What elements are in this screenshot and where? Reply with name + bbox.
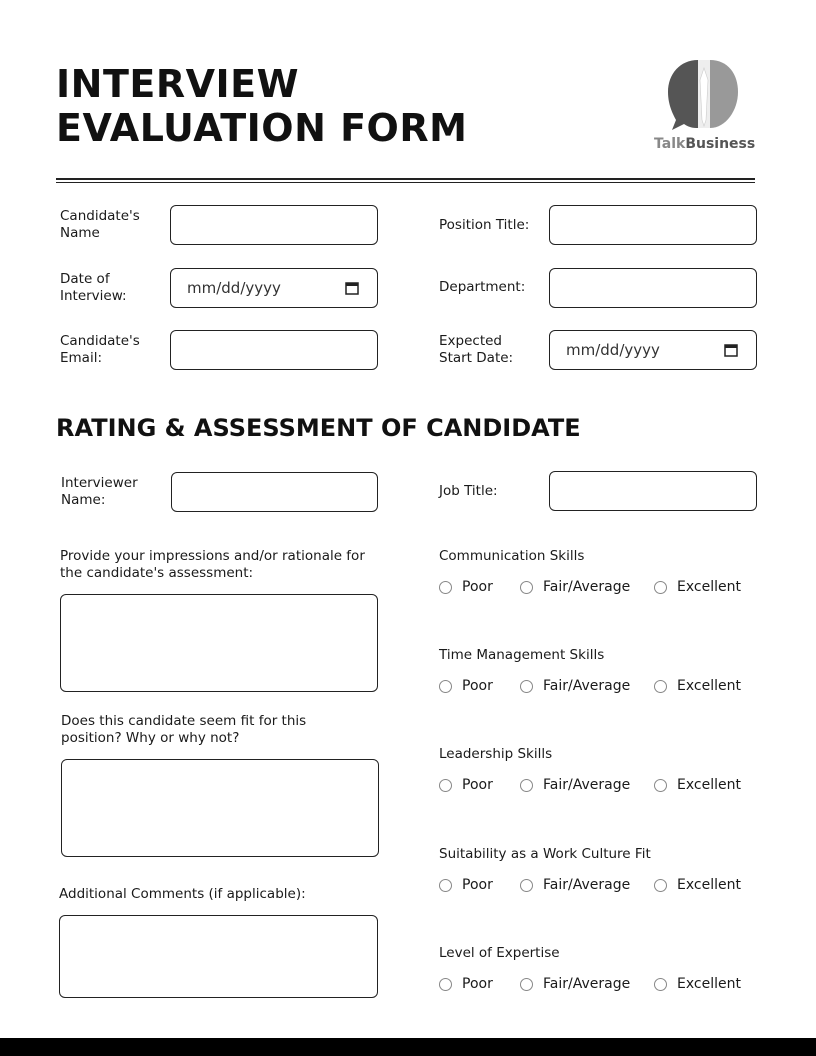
rating-option-label: Excellent: [677, 976, 741, 992]
radio-button[interactable]: [654, 879, 667, 892]
candidate-name-input[interactable]: [170, 205, 378, 245]
rating-option-fair-average[interactable]: [520, 976, 630, 992]
rating-option-label: Poor: [462, 877, 493, 893]
radio-button[interactable]: [520, 680, 533, 693]
radio-button[interactable]: [520, 978, 533, 991]
rating-option-poor[interactable]: [439, 976, 493, 992]
candidate-name-label: Candidate's Name: [60, 208, 140, 241]
radio-button[interactable]: [439, 879, 452, 892]
rating-option-label: Excellent: [677, 777, 741, 793]
department-input[interactable]: [549, 268, 757, 308]
radio-button[interactable]: [654, 779, 667, 792]
rating-option-label: Fair/Average: [543, 579, 631, 595]
calendar-icon[interactable]: [345, 281, 359, 295]
rating-option-label: Poor: [462, 678, 493, 694]
rating-option-fair-average[interactable]: [520, 678, 630, 694]
radio-button[interactable]: [439, 680, 452, 693]
rating-option-fair-average[interactable]: [520, 777, 630, 793]
radio-button[interactable]: [439, 978, 452, 991]
rating-option-label: Poor: [462, 777, 493, 793]
rating-option-label: Fair/Average: [543, 976, 631, 992]
skill-label: Suitability as a Work Culture Fit: [439, 846, 651, 862]
radio-button[interactable]: [654, 581, 667, 594]
date-placeholder: mm/dd/yyyy: [566, 341, 660, 359]
date-of-interview-input[interactable]: [170, 268, 378, 308]
interviewer-name-input[interactable]: [171, 472, 378, 512]
expected-start-date-input[interactable]: [549, 330, 757, 370]
job-title-input[interactable]: [549, 471, 757, 511]
candidate-email-label: Candidate's Email:: [60, 333, 140, 366]
comments-label: Additional Comments (if applicable):: [59, 886, 306, 902]
radio-button[interactable]: [520, 879, 533, 892]
skill-label: Level of Expertise: [439, 945, 560, 961]
radio-button[interactable]: [654, 978, 667, 991]
rating-option-label: Excellent: [677, 678, 741, 694]
radio-button[interactable]: [439, 779, 452, 792]
rating-option-label: Fair/Average: [543, 777, 631, 793]
rating-section-title: RATING & ASSESSMENT OF CANDIDATE: [56, 414, 581, 442]
interviewer-name-label: Interviewer Name:: [61, 475, 138, 508]
radio-button[interactable]: [439, 581, 452, 594]
skill-label: Communication Skills: [439, 548, 585, 564]
calendar-icon[interactable]: [724, 343, 738, 357]
radio-button[interactable]: [520, 581, 533, 594]
date-of-interview-label: Date of Interview:: [60, 271, 127, 304]
rating-option-fair-average[interactable]: [520, 877, 630, 893]
date-placeholder: mm/dd/yyyy: [187, 279, 281, 297]
header-divider-thin: [56, 182, 755, 183]
page-title: [56, 62, 467, 150]
fit-label: Does this candidate seem fit for this position? Why or why not?: [61, 713, 307, 746]
rating-option-poor[interactable]: [439, 777, 493, 793]
rating-option-excellent[interactable]: [654, 877, 741, 893]
department-label: Department:: [439, 279, 526, 295]
radio-button[interactable]: [654, 680, 667, 693]
rating-option-poor[interactable]: [439, 877, 493, 893]
comments-textarea[interactable]: [59, 915, 378, 998]
rating-option-excellent[interactable]: [654, 777, 741, 793]
rating-option-label: Excellent: [677, 877, 741, 893]
impressions-label: Provide your impressions and/or rationale for the candidate's assessment:: [60, 548, 365, 581]
rating-option-label: Excellent: [677, 579, 741, 595]
rating-option-poor[interactable]: [439, 579, 493, 595]
rating-option-excellent[interactable]: [654, 976, 741, 992]
rating-option-label: Poor: [462, 579, 493, 595]
logo-wordmark: TalkBusiness: [654, 136, 756, 152]
position-title-label: Position Title:: [439, 217, 530, 233]
skill-label: Time Management Skills: [439, 647, 605, 663]
header-divider: [56, 178, 755, 180]
rating-option-label: Fair/Average: [543, 877, 631, 893]
candidate-email-input[interactable]: [170, 330, 378, 370]
position-title-input[interactable]: [549, 205, 757, 245]
rating-option-fair-average[interactable]: [520, 579, 630, 595]
title-line-2: EVALUATION FORM: [56, 106, 468, 150]
fit-textarea[interactable]: [61, 759, 379, 857]
footer-bar: [0, 1038, 816, 1056]
title-line-1: INTERVIEW: [56, 62, 300, 106]
rating-option-excellent[interactable]: [654, 579, 741, 595]
job-title-label: Job Title:: [439, 483, 498, 499]
talkbusiness-logo: [654, 58, 754, 158]
rating-option-excellent[interactable]: [654, 678, 741, 694]
impressions-textarea[interactable]: [60, 594, 378, 692]
expected-start-date-label: Expected Start Date:: [439, 333, 514, 366]
speech-bubbles-icon: [654, 58, 754, 132]
skill-label: Leadership Skills: [439, 746, 553, 762]
rating-option-label: Fair/Average: [543, 678, 631, 694]
rating-option-poor[interactable]: [439, 678, 493, 694]
rating-option-label: Poor: [462, 976, 493, 992]
radio-button[interactable]: [520, 779, 533, 792]
